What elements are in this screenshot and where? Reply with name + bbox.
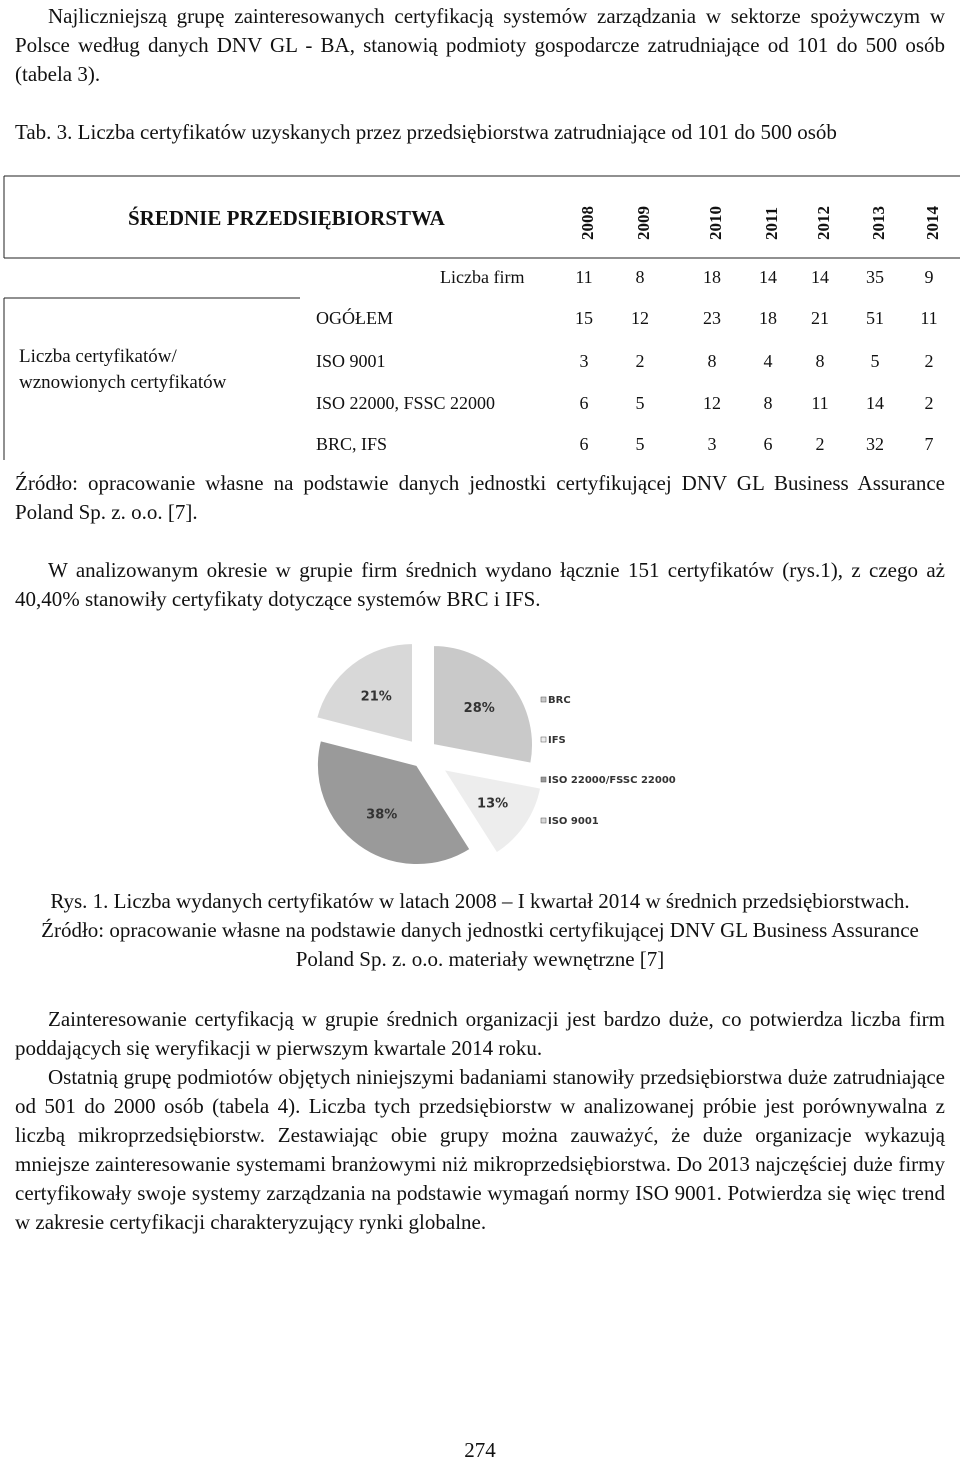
- table-cell: 5: [635, 434, 645, 454]
- table-cell: 18: [703, 267, 721, 287]
- paragraph-3: Zainteresowanie certyfikacją w grupie średnich organizacji jest bardzo duże, co potwierdza liczba firm poddających się weryfikacji w pierwszym kwartale 2014 roku.: [15, 1007, 945, 1060]
- table-cell: 18: [759, 308, 777, 328]
- table-cell: 14: [811, 267, 829, 287]
- table-cell: 2: [924, 393, 934, 413]
- legend-item: [541, 695, 571, 706]
- table-cell: 6: [763, 434, 773, 454]
- table-cell: 3: [579, 351, 589, 371]
- legend-marker: [541, 697, 546, 702]
- table-cell: 6: [579, 434, 589, 454]
- intro-paragraph: Najliczniejszą grupę zainteresowanych certyfikacją systemów zarządzania w sektorze spożywczym w Polsce według danych DNV GL - BA, stanowią podmioty gospodarcze zatrudniające od 101 do 500 osób (tabela 3).: [15, 4, 945, 86]
- table-cell: 3: [707, 434, 717, 454]
- row-label: OGÓŁEM: [316, 308, 393, 328]
- table-cell: 2: [815, 434, 825, 454]
- side-label-line2: wznowionych certyfikatów: [19, 372, 227, 393]
- table-cell: 8: [707, 351, 717, 371]
- year-header: 2008: [578, 206, 597, 240]
- table-cell: 6: [579, 393, 589, 413]
- table-cell: 8: [763, 393, 773, 413]
- year-header: 2013: [869, 206, 888, 240]
- pie-slice: [317, 740, 471, 865]
- table-cell: 15: [575, 308, 593, 328]
- table-cell: 2: [924, 351, 934, 371]
- legend-marker: [541, 737, 546, 742]
- year-header: 2011: [762, 206, 781, 240]
- table-cell: 14: [866, 393, 884, 413]
- table-cell: 35: [866, 267, 884, 287]
- table-cell: 9: [924, 267, 934, 287]
- table-cell: 8: [815, 351, 825, 371]
- row-label: ISO 9001: [316, 351, 386, 371]
- table-source: Źródło: opracowanie własne na podstawie danych jednostki certyfikującej DNV GL Business Assurance Poland Sp. z. o.o. [7].: [15, 471, 945, 524]
- table-header-title: ŚREDNIE PRZEDSIĘBIORSTWA: [128, 206, 445, 230]
- pie-chart-svg: [296, 640, 676, 870]
- paragraph-4: Ostatnią grupę podmiotów objętych niniejszymi badaniami stanowiły przedsiębiorstwa duże zatrudniające od 501 do 2000 osób (tabela 4). Liczba tych przedsiębiorstw w analizowanej próbie jest porównywalna z liczbą mikroprzedsiębiorstw. Zestawiając obie grupy można zauważyć, że duże organizacje wykazują mniejsze zainteresowanie systemami branżowymi niż mikroprzedsiębiorstwa. Do 2013 najczęściej duże firmy certyfikowały swoje systemy zarządzania na podstawie wymagań normy ISO 9001. Potwierdza się więc trend w zakresie certyfikacji charakteryzujący rynki globalne.: [15, 1065, 945, 1234]
- table-cell: 2: [635, 351, 645, 371]
- pie-slice-label: 38%: [366, 807, 398, 823]
- table-cell: 14: [759, 267, 777, 287]
- year-header: 2012: [814, 206, 833, 240]
- table-cell: 12: [703, 393, 721, 413]
- table-cell: 51: [866, 308, 884, 328]
- row-label: ISO 22000, FSSC 22000: [316, 393, 496, 413]
- table-cell: 8: [635, 267, 645, 287]
- table-cell: 11: [920, 308, 938, 328]
- pie-slice-label: 28%: [463, 700, 495, 716]
- pie-chart: [296, 640, 676, 870]
- table-cell: 11: [811, 393, 829, 413]
- year-header: 2014: [923, 206, 942, 240]
- legend-item: [541, 735, 566, 746]
- paragraph-2: W analizowanym okresie w grupie firm średnich wydano łącznie 151 certyfikatów (rys.1), z czego aż 40,40% stanowiły certyfikaty dotyczące systemów BRC i IFS.: [15, 558, 945, 611]
- table-cell: 4: [763, 351, 773, 371]
- figure-caption: Rys. 1. Liczba wydanych certyfikatów w latach 2008 – I kwartał 2014 w średnich przedsiębiorstwach. Źródło: opracowanie własne na podstawie danych jednostki certyfikującej DNV GL Business Assurance Poland Sp. z. o.o. materiały wewnętrzne [7]: [41, 889, 919, 971]
- page-number: 274: [464, 1438, 496, 1462]
- pie-slice-label: 13%: [477, 796, 509, 812]
- table-cell: 7: [924, 434, 934, 454]
- legend-item: [541, 775, 676, 786]
- row-label: BRC, IFS: [316, 434, 388, 454]
- legend-marker: [541, 818, 546, 823]
- legend-item: [541, 816, 599, 827]
- legend-label: IFS: [548, 735, 566, 746]
- table-caption: Tab. 3. Liczba certyfikatów uzyskanych przez przedsiębiorstwa zatrudniające od 101 do 500 osób: [15, 120, 837, 144]
- legend-label: ISO 9001: [548, 816, 599, 827]
- legend-label: BRC: [548, 695, 571, 706]
- table-cell: 32: [866, 434, 884, 454]
- legend-marker: [541, 777, 546, 782]
- table-cell: 11: [575, 267, 593, 287]
- table-cell: 23: [703, 308, 721, 328]
- pie-slice-label: 21%: [360, 689, 392, 705]
- table-cell: 21: [811, 308, 829, 328]
- year-header: 2009: [634, 206, 653, 240]
- side-label-line1: Liczba certyfikatów/: [19, 346, 177, 367]
- legend-label: ISO 22000/FSSC 22000: [548, 775, 676, 786]
- year-header: 2010: [706, 206, 725, 240]
- table-cell: 12: [631, 308, 649, 328]
- table-cell: 5: [635, 393, 645, 413]
- row-label: Liczba firm: [440, 267, 525, 287]
- table-cell: 5: [870, 351, 880, 371]
